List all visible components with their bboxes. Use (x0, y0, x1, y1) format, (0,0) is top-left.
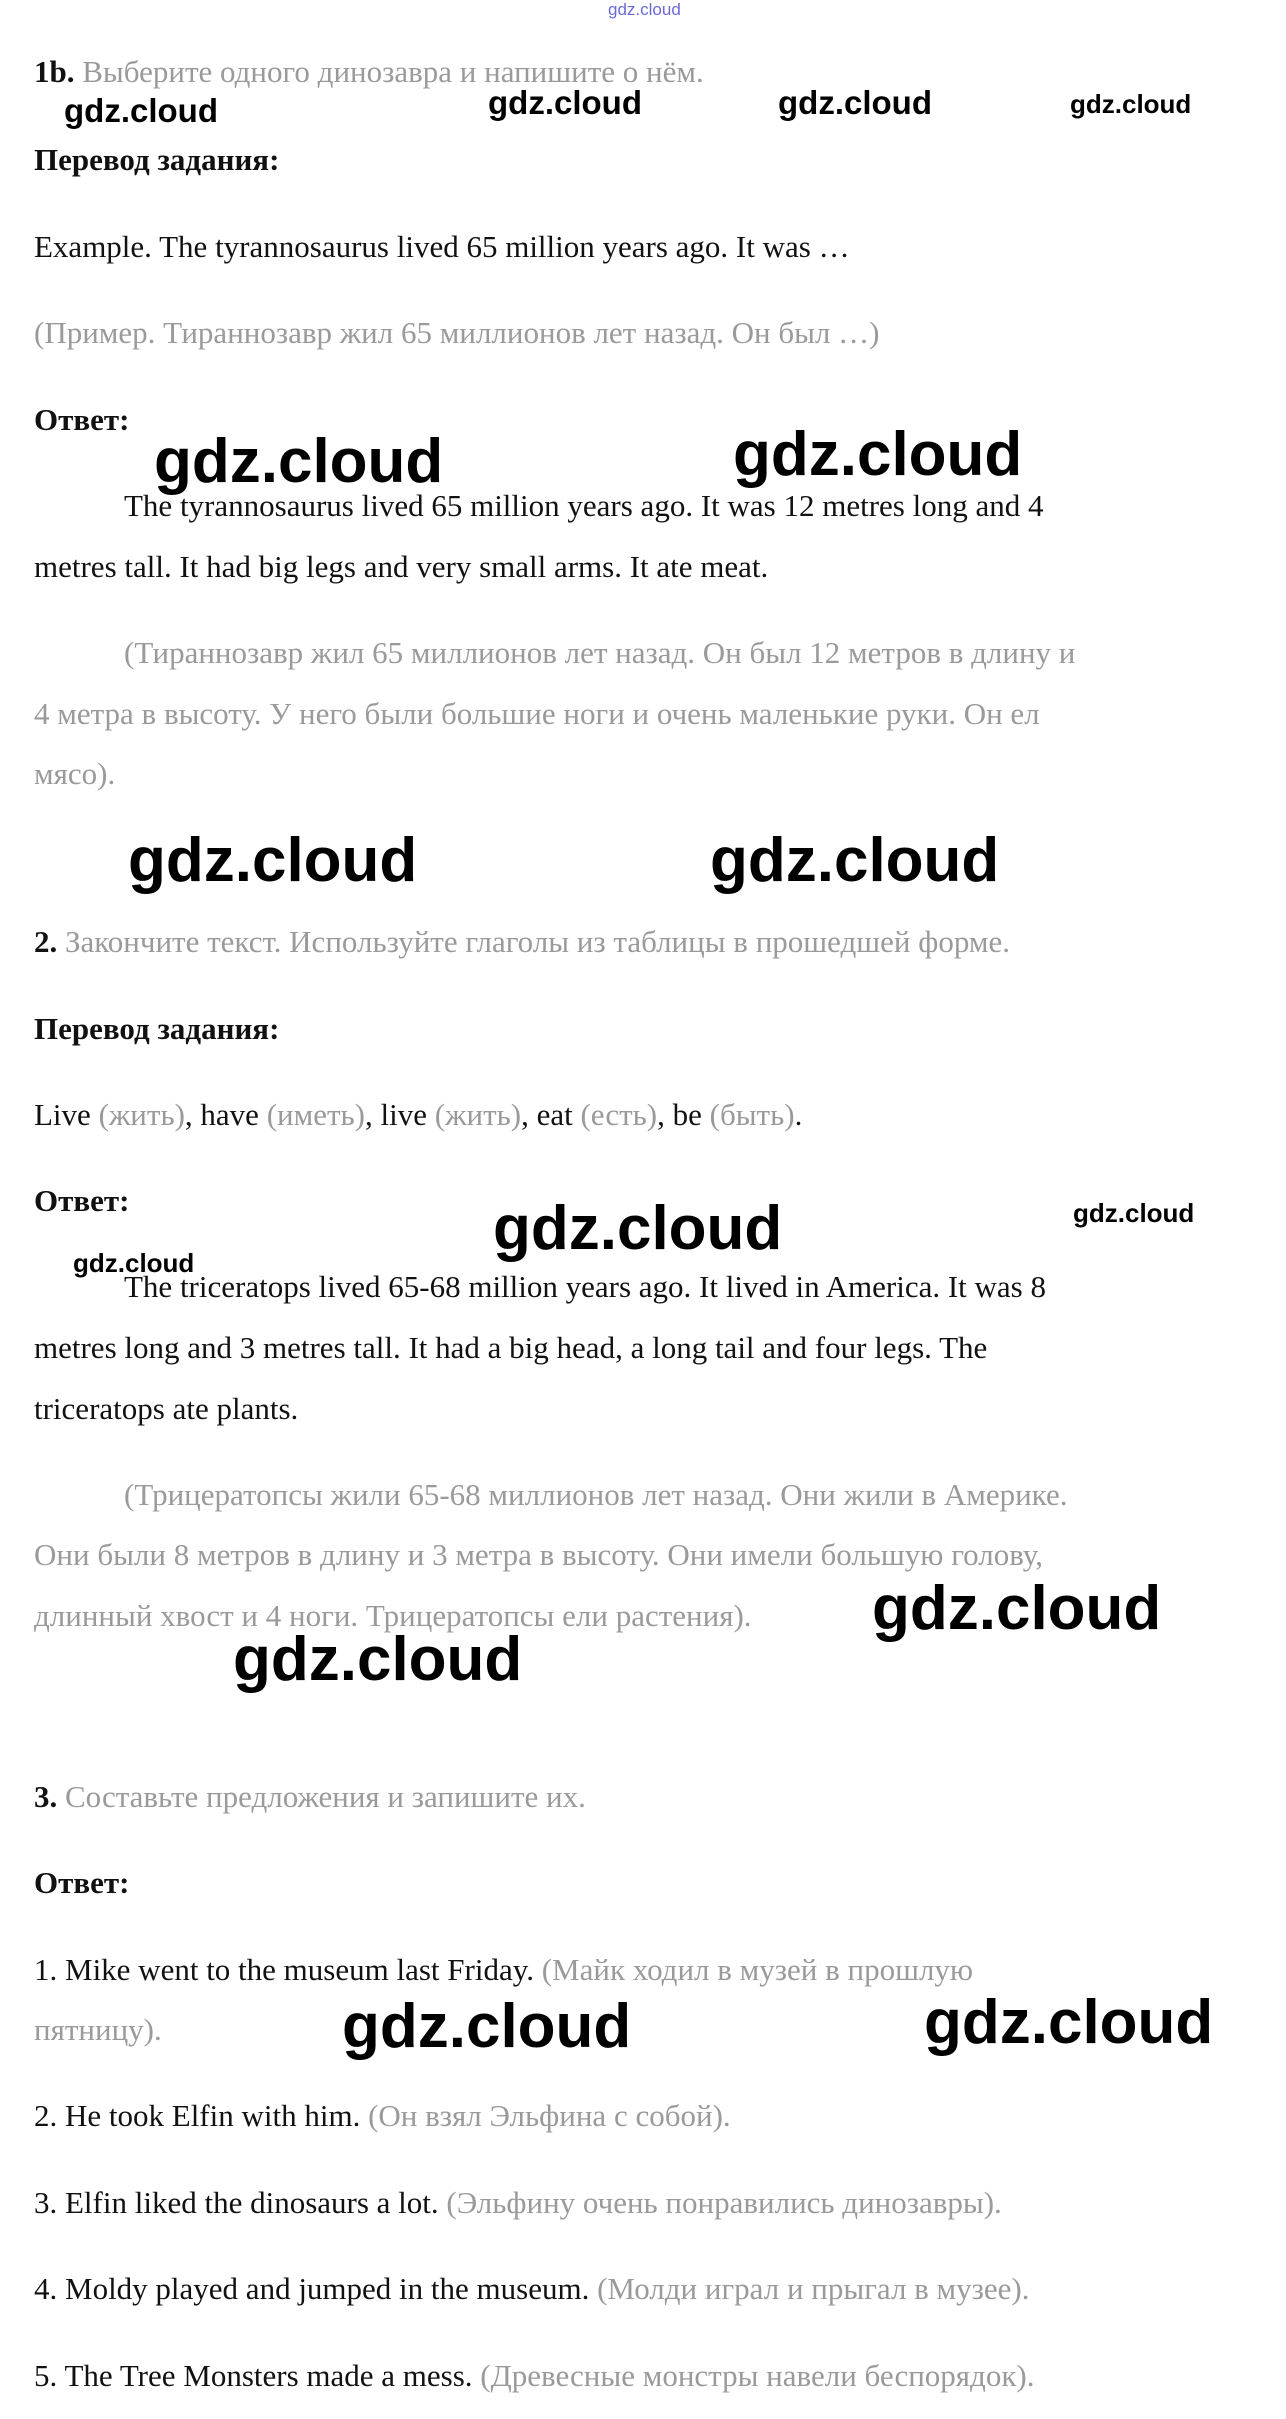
sentence-en: 3. Elfin liked the dinosaurs a lot. (34, 2185, 447, 2220)
task-3-number: 3. (34, 1779, 58, 1814)
watermark: gdz.cloud (493, 1194, 783, 1263)
top-watermark: gdz.cloud (608, 0, 681, 19)
sentence-en: 2. He took Elfin with him. (34, 2098, 369, 2133)
word-en: be (672, 1097, 702, 1132)
task-1b-answer-ru-line: мясо). (34, 756, 116, 791)
word-ru: (есть) (580, 1097, 658, 1132)
task-2-instruction: Закончите текст. Используйте глаголы из таблицы в прошедшей форме. (57, 924, 1010, 959)
task-3-answer-heading: Ответ: (34, 1865, 130, 1900)
watermark: gdz.cloud (73, 1248, 195, 1278)
word-separator: , (521, 1097, 537, 1132)
task-2-answer-en-line: The triceratops lived 65-68 million years ago. It lived in America. It was 8 (124, 1269, 1046, 1304)
task-1b-answer-en-line: The tyrannosaurus lived 65 million years ago. It was 12 metres long and 4 (124, 488, 1044, 523)
word-separator: , (365, 1097, 381, 1132)
task-1b-answer-ru-line: (Тираннозавр жил 65 миллионов лет назад. Он был 12 метров в длину и (124, 635, 1076, 670)
sentence-ru: (Древесные монстры навели беспорядок). (480, 2358, 1035, 2393)
sentence-ru: (Он взял Эльфина с собой). (368, 2098, 731, 2133)
sentence-en: 5. The Tree Monsters made a mess. (34, 2358, 481, 2393)
task-1b-translation-heading: Перевод задания: (34, 142, 280, 177)
sentence-item (34, 2096, 731, 2136)
watermark: gdz.cloud (924, 1988, 1214, 2057)
watermark: gdz.cloud (1073, 1198, 1195, 1228)
watermark: gdz.cloud (233, 1625, 523, 1694)
task-2-word-list (34, 1095, 802, 1135)
word-ru: (быть) (709, 1097, 795, 1132)
sentence-ru: (Майк ходил в музей в прошлую (541, 1952, 974, 1987)
task-1b-example-en: Example. The tyrannosaurus lived 65 million years ago. It was … (34, 229, 850, 264)
task-2-translation-heading: Перевод задания: (34, 1011, 280, 1046)
sentence-en: 1. Mike went to the museum last Friday. (34, 1952, 542, 1987)
word-en: Live (34, 1097, 91, 1132)
sentence-item (34, 2183, 1002, 2223)
watermark: gdz.cloud (778, 84, 932, 121)
task-1b-number: 1b. (34, 54, 75, 89)
watermark: gdz.cloud (488, 84, 642, 121)
task-1b-answer-ru-line: 4 метра в высоту. У него были большие ноги и очень маленькие руки. Он ел (34, 696, 1040, 731)
task-2-answer-ru-line: Они были 8 метров в длину и 3 метра в высоту. Они имели большую голову, (34, 1537, 1043, 1572)
task-2-number: 2. (34, 924, 58, 959)
watermark: gdz.cloud (710, 826, 1000, 895)
task-1b-example-ru: (Пример. Тираннозавр жил 65 миллионов лет назад. Он был …) (34, 315, 880, 350)
sentence-item (34, 2356, 1034, 2396)
task-3-instruction: Составьте предложения и запишите их. (57, 1779, 586, 1814)
task-3-title (34, 1777, 586, 1817)
sentence-ru: (Молди играл и прыгал в музее). (597, 2271, 1030, 2306)
word-separator: , (184, 1097, 201, 1132)
task-2-answer-ru-line: (Трицератопсы жили 65-68 миллионов лет назад. Они жили в Америке. (124, 1477, 1068, 1512)
watermark: gdz.cloud (64, 92, 218, 129)
sentence-item (34, 2269, 1030, 2309)
word-ru: (жить) (434, 1097, 522, 1132)
watermark: gdz.cloud (733, 420, 1023, 489)
word-separator: . (794, 1097, 803, 1132)
watermark: gdz.cloud (342, 1992, 632, 2061)
word-en: live (380, 1097, 427, 1132)
word-en: have (200, 1097, 259, 1132)
sentence-ru: (Эльфину очень понравились динозавры). (446, 2185, 1002, 2220)
watermark: gdz.cloud (872, 1574, 1162, 1643)
task-2-answer-en-line: triceratops ate plants. (34, 1391, 299, 1426)
sentence-ru-continuation: пятницу). (34, 2012, 162, 2047)
sentence-item (34, 1950, 973, 1990)
task-2-title (34, 922, 1010, 962)
task-2-answer-ru-line: длинный хвост и 4 ноги. Трицератопсы ели растения). (34, 1598, 752, 1633)
word-separator: , (657, 1097, 673, 1132)
task-1b-answer-en-line: metres tall. It had big legs and very small arms. It ate meat. (34, 549, 769, 584)
task-2-answer-heading: Ответ: (34, 1183, 130, 1218)
watermark: gdz.cloud (1070, 89, 1192, 119)
task-1b-answer-heading: Ответ: (34, 402, 130, 437)
task-2-answer-en-line: metres long and 3 metres tall. It had a big head, a long tail and four legs. The (34, 1330, 988, 1365)
sentence-en: 4. Moldy played and jumped in the museum. (34, 2271, 598, 2306)
task-1b-instruction: Выберите одного динозавра и напишите о нём. (74, 54, 704, 89)
watermark: gdz.cloud (128, 826, 418, 895)
word-en: eat (536, 1097, 573, 1132)
watermark: gdz.cloud (154, 427, 444, 496)
word-ru: (жить) (98, 1097, 185, 1132)
word-ru: (иметь) (266, 1097, 365, 1132)
